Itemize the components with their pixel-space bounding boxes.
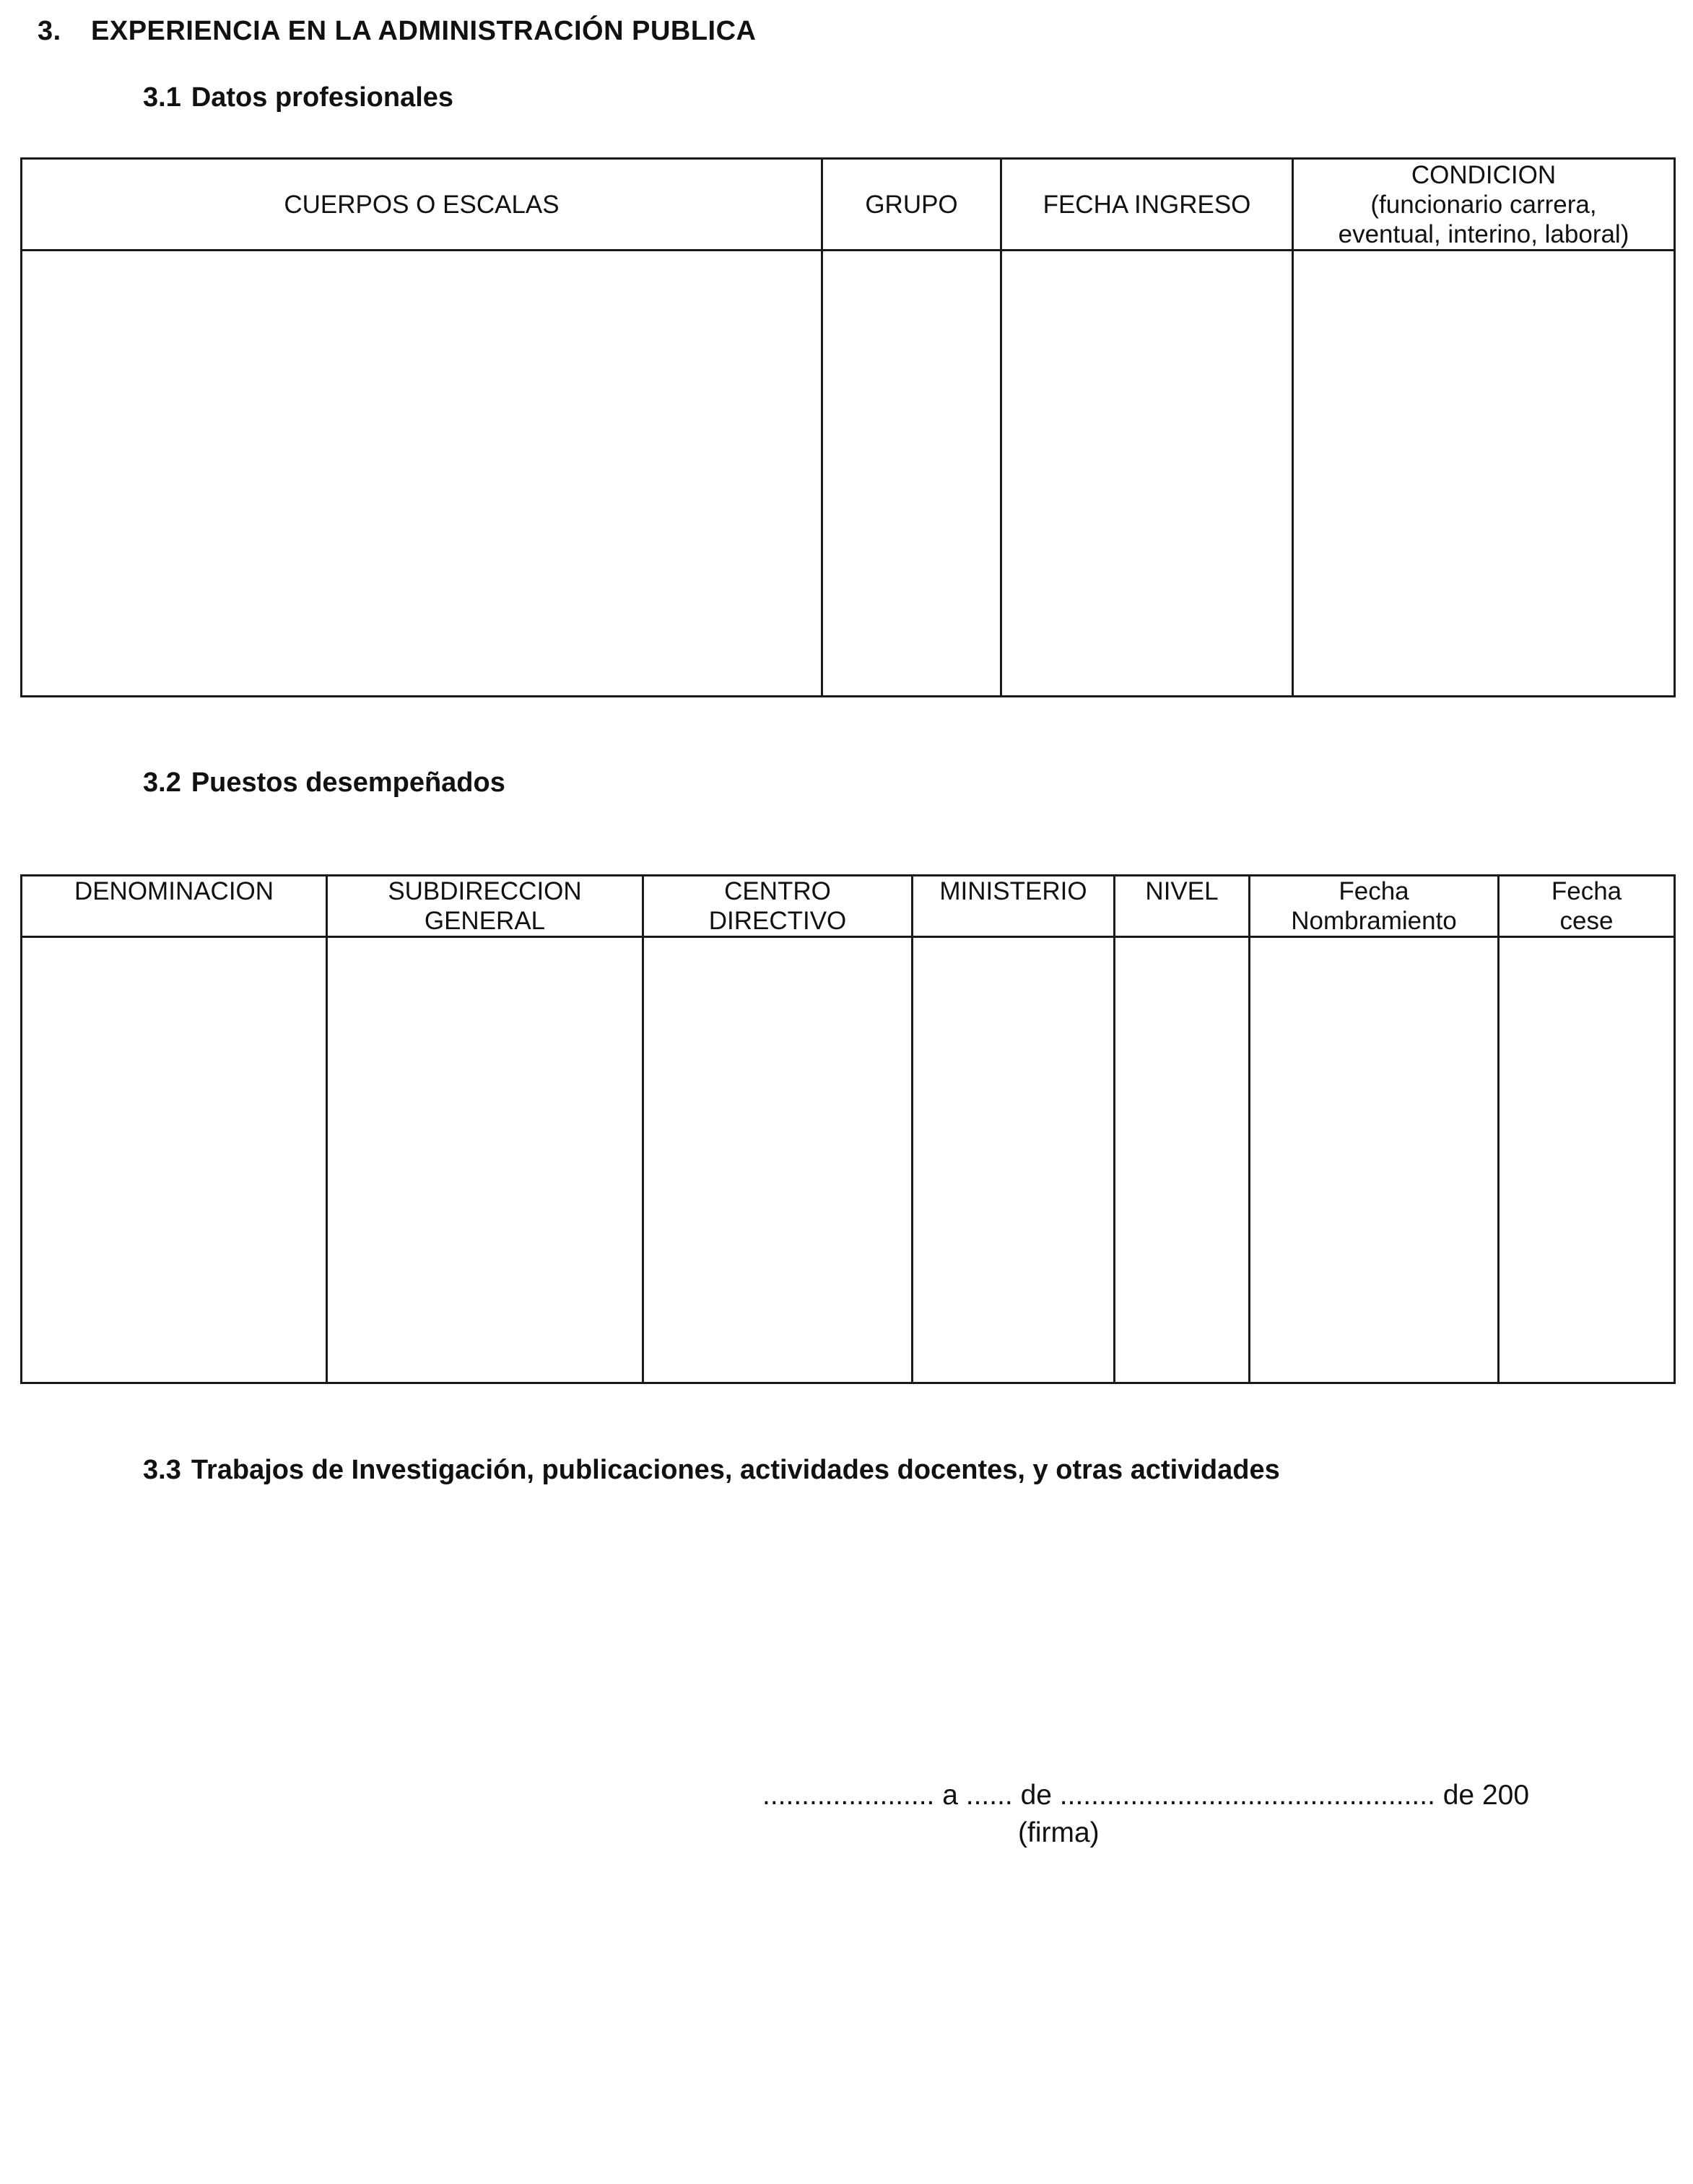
- header-fecha-cese: [1499, 876, 1675, 937]
- header-grupo: [822, 159, 1001, 251]
- cell-condicion[interactable]: [1293, 251, 1675, 697]
- subsection-heading-trabajos: [143, 1455, 1280, 1486]
- header-line: GRUPO: [865, 190, 958, 219]
- table-header-row: [22, 159, 1675, 251]
- header-line: DIRECTIVO: [708, 907, 847, 935]
- header-line: (funcionario carrera,: [1370, 190, 1597, 219]
- signature-date-line: ...................... a ...... de ................................................ de 200: [762, 1780, 1530, 1811]
- subsection-title: Datos profesionales: [191, 82, 454, 113]
- header-line: SUBDIRECCION: [388, 877, 582, 905]
- header-subdireccion-general: [327, 876, 643, 937]
- cell-subdireccion-general[interactable]: [327, 937, 643, 1383]
- puestos-desempenados-table: [20, 874, 1676, 1384]
- cell-fecha-ingreso[interactable]: [1001, 251, 1293, 697]
- header-cuerpos-escalas: [22, 159, 822, 251]
- header-denominacion: [22, 876, 327, 937]
- cell-fecha-nombramiento[interactable]: [1250, 937, 1499, 1383]
- header-line: eventual, interino, laboral): [1338, 219, 1629, 248]
- header-line: CUERPOS O ESCALAS: [284, 190, 560, 219]
- cell-denominacion[interactable]: [22, 937, 327, 1383]
- subsection-number: 3.3: [143, 1455, 181, 1485]
- subsection-title: Puestos desempeñados: [191, 767, 505, 798]
- section-number: 3.: [38, 16, 61, 46]
- header-line: DENOMINACION: [74, 877, 274, 905]
- table-row: [22, 937, 1675, 1383]
- header-fecha-nombramiento: [1250, 876, 1499, 937]
- subsection-number: 3.1: [143, 82, 181, 113]
- cell-cuerpos-escalas[interactable]: [22, 251, 822, 697]
- signature-caption: (firma): [1018, 1817, 1100, 1848]
- header-line: GENERAL: [424, 907, 546, 935]
- header-line: CONDICION: [1411, 160, 1557, 189]
- datos-profesionales-table: [20, 157, 1676, 697]
- subsection-heading-datos-profesionales: [143, 82, 453, 113]
- header-line: CENTRO: [724, 877, 831, 905]
- cell-nivel[interactable]: [1115, 937, 1250, 1383]
- header-line: Nombramiento: [1291, 907, 1457, 935]
- cell-fecha-cese[interactable]: [1499, 937, 1675, 1383]
- table-header-row: [22, 876, 1675, 937]
- cell-ministerio[interactable]: [913, 937, 1115, 1383]
- header-centro-directivo: [643, 876, 913, 937]
- header-line: Fecha: [1339, 877, 1409, 905]
- header-line: MINISTERIO: [939, 877, 1087, 905]
- header-nivel: [1115, 876, 1250, 937]
- cell-centro-directivo[interactable]: [643, 937, 913, 1383]
- header-line: Fecha: [1551, 877, 1622, 905]
- section-title: EXPERIENCIA EN LA ADMINISTRACIÓN PUBLICA: [91, 16, 757, 46]
- table-row: [22, 251, 1675, 697]
- header-ministerio: [913, 876, 1115, 937]
- subsection-heading-puestos: [143, 767, 505, 799]
- section-heading: [38, 16, 756, 47]
- subsection-number: 3.2: [143, 767, 181, 798]
- header-line: NIVEL: [1145, 877, 1219, 905]
- header-line: FECHA INGRESO: [1043, 190, 1251, 219]
- cell-grupo[interactable]: [822, 251, 1001, 697]
- subsection-title: Trabajos de Investigación, publicaciones, actividades docentes, y otras actividades: [191, 1455, 1280, 1485]
- header-condicion: [1293, 159, 1675, 251]
- header-fecha-ingreso: [1001, 159, 1293, 251]
- header-line: cese: [1559, 907, 1614, 935]
